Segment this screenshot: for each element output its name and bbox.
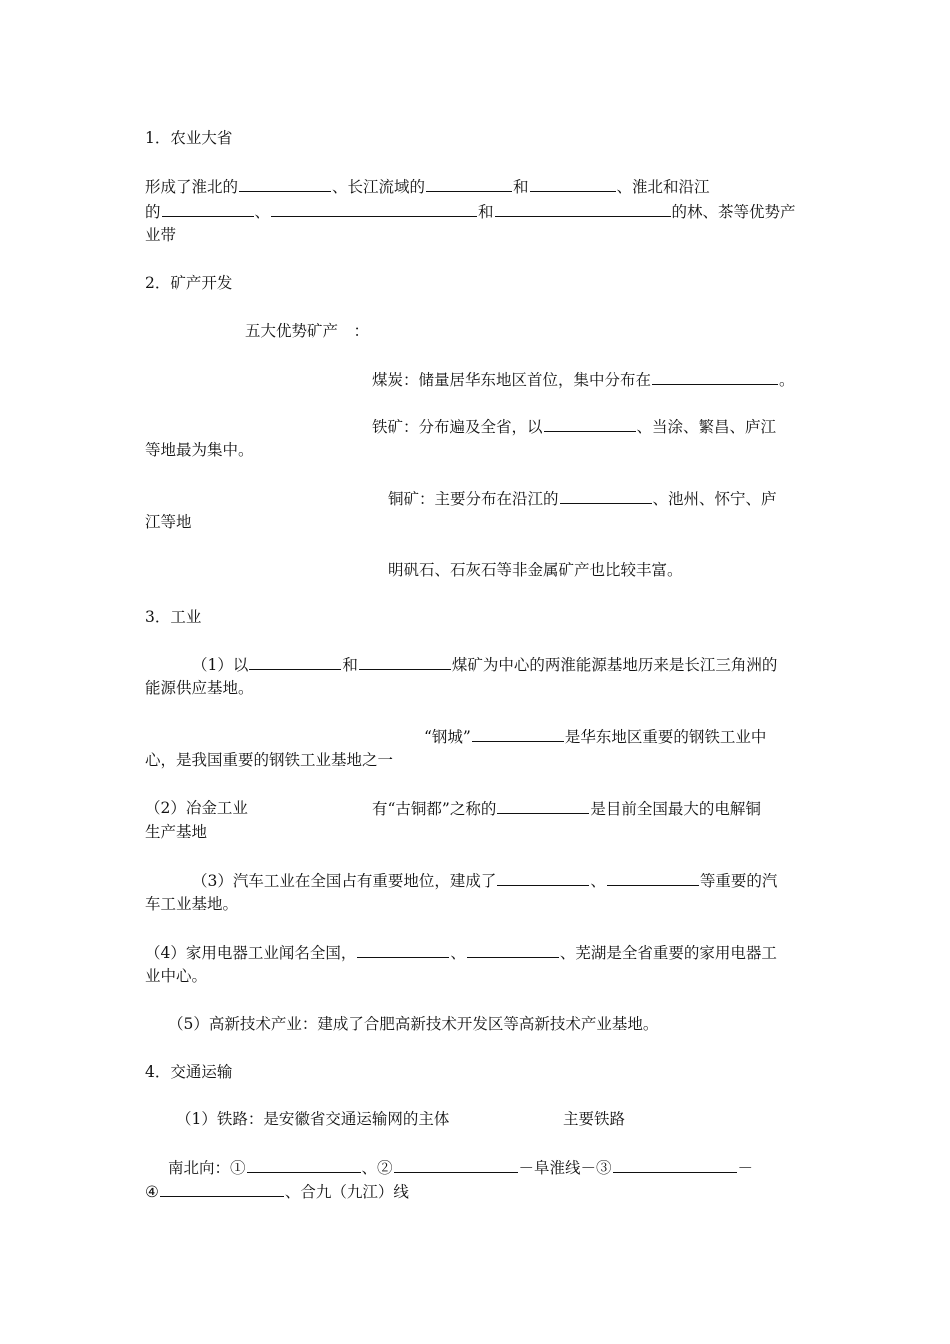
alum-line: 明矾石、石灰石等非金属矿产也比较丰富。 [388,561,683,579]
iron-line-2: 等地最为集中。 [145,441,254,459]
coal-line: 煤炭：储量居华东地区首位，集中分布在 。 [372,368,795,391]
appliance-line: （4）家用电器工业闻名全国， 、 、芜湖是全省重要的家用电器工 [145,941,777,964]
copper-capital-line: 有“古铜都”之称的 是目前全国最大的电解铜 [372,797,761,820]
fill-blank[interactable] [249,653,341,670]
fill-blank[interactable] [160,1180,284,1197]
five-minerals-label: 五大优势矿产 ： [245,322,370,340]
fill-blank[interactable] [530,175,616,192]
fill-blank[interactable] [560,487,652,504]
iron-line: 铁矿：分布遍及全省，以 、当涂、繁昌、庐江 [372,415,776,438]
s1-line-1: 形成了淮北的 、长江流域的 和 、淮北和沿江 [145,175,710,198]
industry-p1-cont: 能源供应基地。 [145,679,254,697]
fill-blank[interactable] [426,175,512,192]
fill-blank[interactable] [652,368,778,385]
fill-blank[interactable] [357,941,449,958]
fill-blank[interactable] [544,415,636,432]
fill-blank[interactable] [497,869,589,886]
industry-p1: （1）以 和 煤矿为中心的两淮能源基地历来是长江三角洲的 [192,653,777,676]
fill-blank[interactable] [497,797,589,814]
main-railways-label: 主要铁路 [563,1110,626,1128]
railway-line: （1）铁路：是安徽省交通运输网的主体 [176,1110,450,1128]
fill-blank[interactable] [495,200,671,217]
metallurgy-cont: 生产基地 [145,823,208,841]
steel-line-2: 心，是我国重要的钢铁工业基地之一 [145,751,394,769]
copper-line: 铜矿：主要分布在沿江的 、池州、怀宁、庐 [388,487,777,510]
section-2-heading: 2．矿产开发 [145,274,233,292]
metallurgy-label: （2）冶金工业 [145,799,248,817]
north-south-cont: ④ 、合九（九江）线 [145,1180,409,1203]
copper-line-2: 江等地 [145,513,192,531]
steel-line: “钢城” 是华东地区重要的钢铁工业中 [424,725,766,748]
section-1-heading: 1．农业大省 [145,129,233,147]
fill-blank[interactable] [359,653,451,670]
appliance-cont: 业中心。 [145,967,208,985]
fill-blank[interactable] [472,725,564,742]
fill-blank[interactable] [239,175,331,192]
north-south-line: 南北向：① 、② －阜淮线－③ － [168,1156,753,1179]
fill-blank[interactable] [394,1156,518,1173]
fill-blank[interactable] [162,200,254,217]
auto-industry-line: （3）汽车工业在全国占有重要地位，建成了 、 等重要的汽 [192,869,777,892]
hightech-line: （5）高新技术产业：建成了合肥高新技术开发区等高新技术产业基地。 [168,1015,659,1033]
fill-blank[interactable] [607,869,699,886]
s1-line-3: 业带 [145,226,177,244]
fill-blank[interactable] [271,200,477,217]
section-4-heading: 4．交通运输 [145,1063,233,1081]
fill-blank[interactable] [613,1156,737,1173]
fill-blank[interactable] [247,1156,361,1173]
section-3-heading: 3．工业 [145,608,202,626]
s1-line-2: 的 、 和 的林、茶等优势产 [145,200,796,223]
auto-industry-cont: 车工业基地。 [145,895,239,913]
fill-blank[interactable] [467,941,559,958]
